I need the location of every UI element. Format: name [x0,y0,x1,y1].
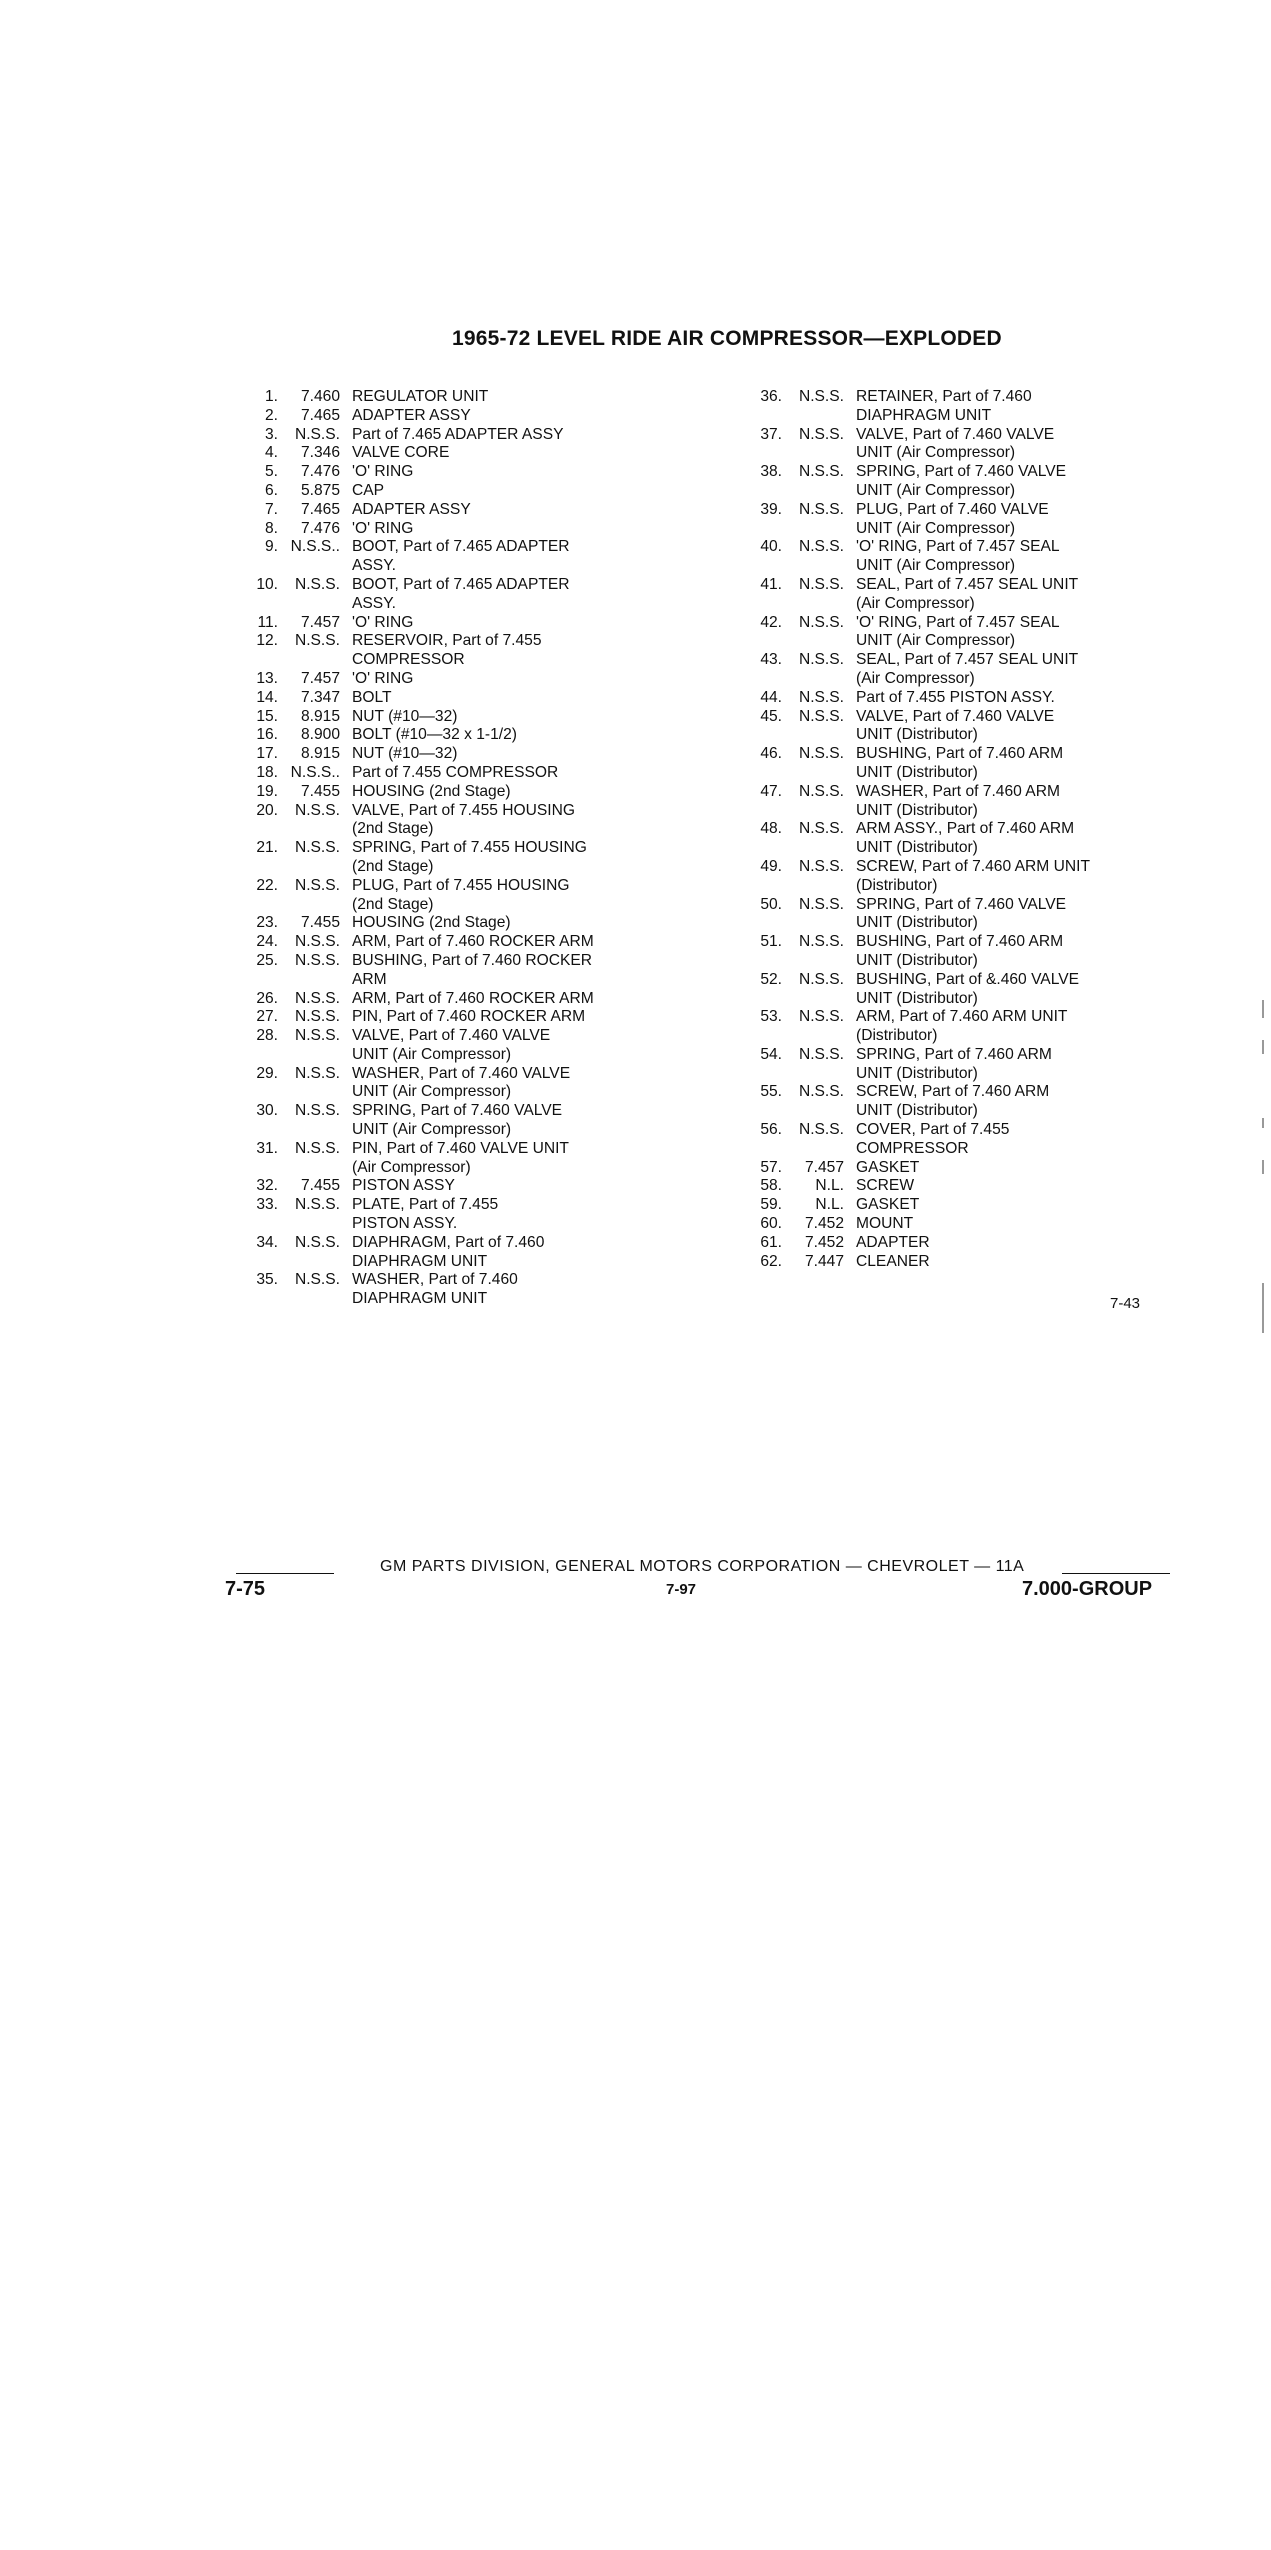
list-item [244,952,664,990]
item-description: BUSHING, Part of &.460 VALVE UNIT (Distributor) [856,970,1080,1007]
item-number: 58. [760,1177,782,1195]
item-number: 19. [256,782,278,800]
item-description: SPRING, Part of 7.455 HOUSING (2nd Stage) [352,839,587,875]
item-number: 24. [256,933,278,951]
list-item [748,426,1168,464]
item-description: ARM, Part of 7.460 ARM UNIT (Distributor) [856,1008,1068,1045]
item-number: 20. [256,801,278,819]
item-number: 17. [256,745,278,763]
item-number: 35. [256,1271,278,1289]
scan-mark [1262,1160,1264,1174]
part-code: N.S.S. [798,388,844,405]
item-description: PLATE, Part of 7.455 PISTON ASSY. [352,1196,499,1233]
part-code: 7.347 [300,688,340,706]
part-code: 8.915 [300,707,340,725]
part-code: 7.455 [300,782,340,800]
list-item [748,896,1168,934]
item-description: ADAPTER ASSY [352,406,471,424]
list-item [244,1065,664,1103]
list-item [748,651,1168,689]
item-number: 8. [264,519,278,537]
item-description: WASHER, Part of 7.460 DIAPHRAGM UNIT [352,1271,518,1308]
part-code: 7.465 [300,500,340,518]
item-description: BUSHING, Part of 7.460 ARM UNIT (Distributor) [856,933,1064,969]
item-number: 6. [264,481,278,499]
item-description: PISTON ASSY [352,1177,455,1195]
list-item [748,1121,1168,1159]
list-item [244,444,664,463]
part-code: 7.455 [300,1177,340,1195]
item-number: 13. [256,669,278,687]
item-number: 28. [256,1027,278,1045]
part-code: 7.460 [300,388,340,405]
part-code: N.S.S. [798,500,844,518]
list-item [244,407,664,426]
item-number: 34. [256,1233,278,1251]
list-item [748,971,1168,1009]
list-item [748,1083,1168,1121]
item-number: 45. [760,707,782,725]
part-code: 7.447 [804,1252,844,1270]
parts-list-left [244,388,664,1309]
part-code: N.S.S. [294,951,340,969]
part-code: 7.457 [300,613,340,631]
part-code: N.S.S.. [290,763,340,781]
part-code: N.S.S. [798,1045,844,1063]
item-description: ARM ASSY., Part of 7.460 ARM UNIT (Distributor) [856,820,1075,857]
part-code: N.S.S. [798,782,844,800]
item-number: 50. [760,895,782,913]
part-code: 7.476 [300,463,340,481]
item-description: BUSHING, Part of 7.460 ARM UNIT (Distributor) [856,745,1064,781]
item-number: 23. [256,914,278,932]
item-description: SCREW, Part of 7.460 ARM UNIT (Distributor) [856,1083,1050,1120]
list-item [748,689,1168,708]
list-item [244,1234,664,1272]
part-code: N.S.S. [294,1008,340,1026]
part-code: 8.915 [300,745,340,763]
item-number: 16. [256,726,278,744]
list-item [244,1196,664,1234]
list-item [244,689,664,708]
item-number: 1. [264,388,278,405]
item-number: 31. [256,1139,278,1157]
list-item [748,463,1168,501]
part-code: 7.452 [804,1233,844,1251]
list-item [244,783,664,802]
part-code: N.S.S. [798,1008,844,1026]
part-code: N.S.S. [294,1027,340,1045]
item-number: 33. [256,1196,278,1214]
part-code: N.S.S. [294,575,340,593]
item-description: GASKET [856,1196,920,1214]
item-description: SEAL, Part of 7.457 SEAL UNIT (Air Compressor) [856,575,1079,612]
page-title: 1965-72 LEVEL RIDE AIR COMPRESSOR—EXPLODED [452,327,1002,350]
part-code: N.S.S. [798,651,844,669]
part-code: N.S.S. [798,1121,844,1139]
footer-page-center: 7-97 [666,1581,697,1598]
list-item [748,1234,1168,1253]
part-code: N.S.S. [798,575,844,593]
item-number: 59. [760,1196,782,1214]
part-code: 7.457 [804,1158,844,1176]
item-description: ADAPTER ASSY [352,500,471,518]
part-code: N.S.S. [294,1102,340,1120]
list-item [244,839,664,877]
part-code: N.S.S. [294,989,340,1007]
list-item [244,1271,664,1309]
item-description: ADAPTER [856,1233,930,1251]
list-item [748,1215,1168,1234]
item-description: VALVE, Part of 7.455 HOUSING (2nd Stage) [352,801,576,838]
part-code: N.S.S.. [290,538,340,556]
list-item [748,820,1168,858]
item-number: 55. [760,1083,782,1101]
item-description: BUSHING, Part of 7.460 ROCKER ARM [352,951,593,988]
list-item [748,858,1168,896]
list-item [748,933,1168,971]
item-description: VALVE, Part of 7.460 VALVE UNIT (Air Compressor) [856,425,1055,462]
item-number: 7. [264,500,278,518]
item-description: SPRING, Part of 7.460 ARM UNIT (Distributor) [856,1045,1052,1082]
item-number: 48. [760,820,782,838]
item-number: 47. [760,782,782,800]
list-item [748,576,1168,614]
list-item [244,708,664,727]
item-description: NUT (#10—32) [352,745,458,763]
list-item [244,1027,664,1065]
list-item [244,501,664,520]
part-code: 7.457 [300,669,340,687]
item-description: VALVE, Part of 7.460 VALVE UNIT (Distributor) [856,707,1055,744]
item-number: 18. [256,763,278,781]
list-item [748,501,1168,539]
item-description: BOLT (#10—32 x 1-1/2) [352,726,517,744]
part-code: 7.346 [300,444,340,462]
part-code: N.S.S. [294,801,340,819]
item-number: 29. [256,1064,278,1082]
part-code: N.S.S. [798,425,844,443]
item-number: 60. [760,1215,782,1233]
part-code: N.S.S. [798,857,844,875]
item-description: Part of 7.465 ADAPTER ASSY [352,425,564,443]
item-description: 'O' RING [352,463,414,481]
item-number: 39. [760,500,782,518]
item-number: 52. [760,970,782,988]
item-number: 46. [760,745,782,763]
list-item [244,1177,664,1196]
item-description: PLUG, Part of 7.455 HOUSING (2nd Stage) [352,876,570,913]
item-description: 'O' RING [352,613,414,631]
part-code: N.L. [815,1177,844,1195]
part-code: N.S.S. [798,688,844,706]
list-item [244,745,664,764]
part-code: N.S.S. [798,1083,844,1101]
item-description: BOOT, Part of 7.465 ADAPTER ASSY. [352,538,570,575]
item-description: HOUSING (2nd Stage) [352,914,511,932]
item-description: BOLT [352,688,392,706]
list-item [748,1046,1168,1084]
list-item [748,614,1168,652]
item-description: 'O' RING [352,519,414,537]
list-item [244,1102,664,1140]
item-number: 38. [760,463,782,481]
part-code: N.S.S. [798,707,844,725]
list-item [244,426,664,445]
list-item [244,388,664,407]
scan-mark [1262,1118,1264,1128]
part-code: N.S.S. [294,933,340,951]
item-description: WASHER, Part of 7.460 ARM UNIT (Distributor) [856,782,1060,819]
scan-mark [1262,1283,1264,1333]
part-code: N.S.S. [798,538,844,556]
part-code: N.S.S. [294,425,340,443]
item-number: 36. [760,388,782,405]
scan-mark [1262,1000,1264,1018]
part-code: N.S.S. [798,613,844,631]
list-item [244,614,664,633]
list-item [244,632,664,670]
item-description: CAP [352,481,385,499]
item-description: ARM, Part of 7.460 ROCKER ARM [352,933,594,951]
list-item [244,933,664,952]
item-number: 44. [760,688,782,706]
item-description: REGULATOR UNIT [352,388,489,405]
item-number: 41. [760,575,782,593]
item-number: 21. [256,839,278,857]
part-code: N.S.S. [294,1196,340,1214]
part-code: N.S.S. [294,632,340,650]
page-reference: 7-43 [1110,1295,1141,1312]
item-number: 4. [264,444,278,462]
item-number: 56. [760,1121,782,1139]
item-description: SEAL, Part of 7.457 SEAL UNIT (Air Compressor) [856,651,1079,687]
list-item [244,764,664,783]
item-number: 49. [760,857,782,875]
item-number: 54. [760,1045,782,1063]
item-description: DIAPHRAGM, Part of 7.460 DIAPHRAGM UNIT [352,1233,545,1270]
item-number: 14. [256,688,278,706]
item-number: 3. [264,425,278,443]
item-number: 37. [760,425,782,443]
part-code: N.S.S. [798,895,844,913]
item-description: GASKET [856,1158,920,1176]
item-number: 26. [256,989,278,1007]
list-item [244,802,664,840]
list-item [244,520,664,539]
list-item [748,783,1168,821]
item-number: 43. [760,651,782,669]
list-item [244,726,664,745]
list-item [748,1177,1168,1196]
part-code: 7.452 [804,1215,844,1233]
item-description: PLUG, Part of 7.460 VALVE UNIT (Air Compressor) [856,500,1049,537]
item-description: ARM, Part of 7.460 ROCKER ARM [352,989,594,1007]
list-item [748,538,1168,576]
item-description: VALVE CORE [352,444,450,462]
item-description: RETAINER, Part of 7.460 DIAPHRAGM UNIT [856,388,1032,424]
part-code: 8.900 [300,726,340,744]
item-number: 62. [760,1252,782,1270]
list-item [748,745,1168,783]
item-number: 57. [760,1158,782,1176]
list-item [748,1008,1168,1046]
part-code: N.S.S. [294,1233,340,1251]
part-code: N.S.S. [798,745,844,763]
item-description: MOUNT [856,1215,914,1233]
item-number: 25. [256,951,278,969]
item-description: Part of 7.455 COMPRESSOR [352,763,559,781]
list-item [244,1140,664,1178]
item-number: 12. [256,632,278,650]
list-item [748,1196,1168,1215]
item-description: HOUSING (2nd Stage) [352,782,511,800]
list-item [244,576,664,614]
item-description: 'O' RING, Part of 7.457 SEAL UNIT (Air Compressor) [856,613,1060,650]
item-description: 'O' RING [352,669,414,687]
part-code: N.S.S. [798,463,844,481]
list-item [244,1008,664,1027]
item-number: 51. [760,933,782,951]
item-description: WASHER, Part of 7.460 VALVE UNIT (Air Compressor) [352,1064,571,1101]
item-number: 15. [256,707,278,725]
part-code: N.S.S. [294,1064,340,1082]
part-code: N.S.S. [294,1139,340,1157]
part-code: N.S.S. [798,970,844,988]
item-description: PIN, Part of 7.460 ROCKER ARM [352,1008,586,1026]
part-code: N.S.S. [294,839,340,857]
parts-list-right [748,388,1168,1271]
item-description: SPRING, Part of 7.460 VALVE UNIT (Air Compressor) [352,1102,563,1139]
item-number: 40. [760,538,782,556]
part-code: 7.465 [300,406,340,424]
list-item [244,914,664,933]
item-number: 2. [264,406,278,424]
item-description: BOOT, Part of 7.465 ADAPTER ASSY. [352,575,570,612]
item-description: SCREW [856,1177,915,1195]
item-description: PIN, Part of 7.460 VALVE UNIT (Air Compressor) [352,1139,569,1176]
footer-text: GM PARTS DIVISION, GENERAL MOTORS CORPORATION — CHEVROLET — 11A [380,1558,1025,1575]
item-description: 'O' RING, Part of 7.457 SEAL UNIT (Air Compressor) [856,538,1060,575]
item-number: 27. [256,1008,278,1026]
item-number: 61. [760,1233,782,1251]
part-code: 5.875 [300,481,340,499]
item-number: 11. [257,613,278,631]
item-number: 22. [256,876,278,894]
item-description: SCREW, Part of 7.460 ARM UNIT (Distributor) [856,857,1090,894]
item-number: 5. [264,463,278,481]
footer-group: 7.000-GROUP [1022,1578,1153,1600]
footer-rule-left [236,1573,334,1574]
part-code: N.S.S. [294,876,340,894]
item-number: 10. [256,575,278,593]
item-number: 30. [256,1102,278,1120]
part-code: 7.455 [300,914,340,932]
list-item [748,1159,1168,1178]
item-description: SPRING, Part of 7.460 VALVE UNIT (Distributor) [856,895,1067,932]
list-item [748,708,1168,746]
footer-page-left: 7-75 [225,1578,266,1600]
item-number: 9. [264,538,278,556]
item-number: 32. [256,1177,278,1195]
item-description: Part of 7.455 PISTON ASSY. [856,688,1055,706]
item-description: RESERVOIR, Part of 7.455 COMPRESSOR [352,632,542,669]
part-code: 7.476 [300,519,340,537]
list-item [748,1253,1168,1272]
part-code: N.S.S. [798,933,844,951]
list-item [244,877,664,915]
list-item [244,538,664,576]
item-number: 53. [760,1008,782,1026]
item-description: VALVE, Part of 7.460 VALVE UNIT (Air Compressor) [352,1027,551,1063]
part-code: N.L. [815,1196,844,1214]
part-code: N.S.S. [294,1271,340,1289]
item-description: SPRING, Part of 7.460 VALVE UNIT (Air Compressor) [856,463,1067,499]
list-item [244,990,664,1009]
item-description: CLEANER [856,1252,930,1270]
scan-mark [1262,1040,1264,1054]
item-description: COVER, Part of 7.455 COMPRESSOR [856,1121,1010,1157]
item-number: 42. [760,613,782,631]
part-code: N.S.S. [798,820,844,838]
list-item [244,463,664,482]
list-item [244,482,664,501]
footer-rule-right [1062,1573,1170,1574]
list-item [748,388,1168,426]
item-description: NUT (#10—32) [352,707,458,725]
list-item [244,670,664,689]
